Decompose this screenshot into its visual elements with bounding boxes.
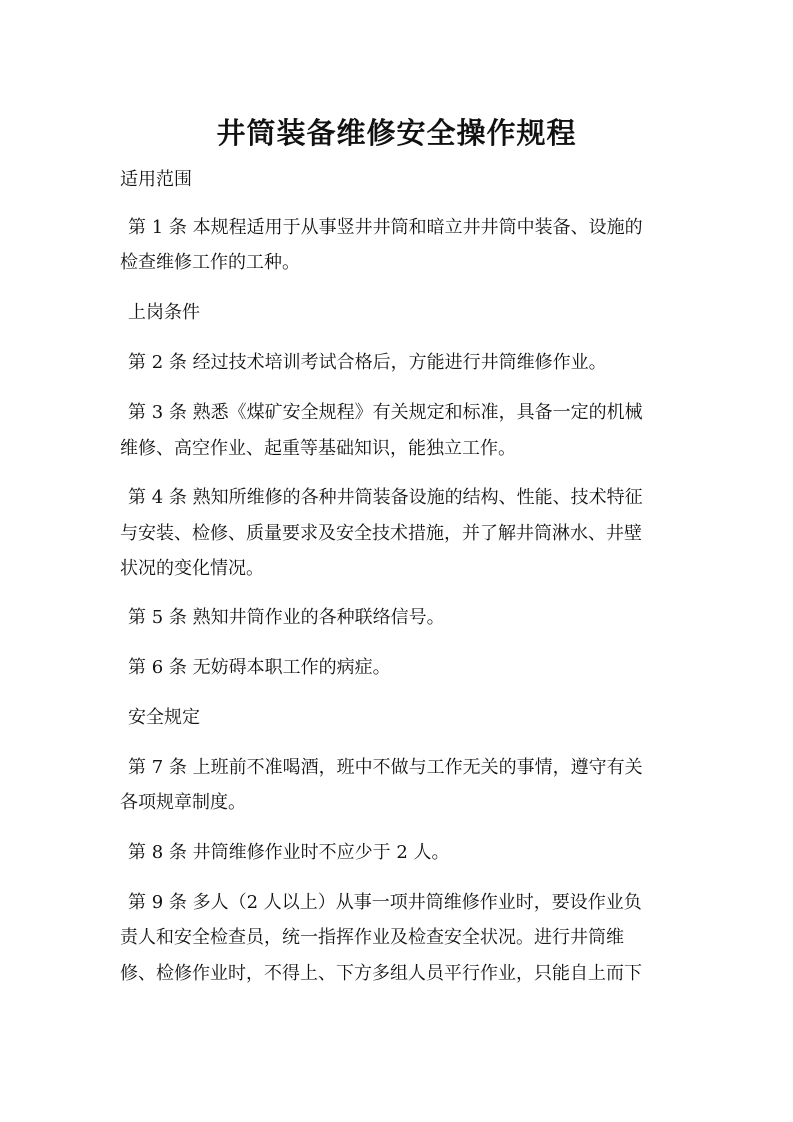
section-heading-scope: 适用范围 (120, 169, 192, 190)
article-6: 第 6 条 无妨碍本职工作的病症。 (128, 657, 391, 678)
article-8: 第 8 条 井筒维修作业时不应少于 2 人。 (128, 842, 450, 863)
article-1-line-1: 第 1 条 本规程适用于从事竖井井筒和暗立井井筒中装备、设施的 (128, 217, 643, 238)
article-4-line-3: 状况的变化情况。 (120, 558, 264, 579)
article-7-line-2: 各项规章制度。 (120, 792, 246, 813)
article-5: 第 5 条 熟知井筒作业的各种联络信号。 (128, 607, 445, 628)
article-9-line-3: 修、检修作业时，不得上、下方多组人员平行作业，只能自上而下 (120, 963, 642, 984)
article-1-line-2: 检查维修工作的工种。 (120, 252, 300, 273)
article-3-line-1: 第 3 条 熟悉《煤矿安全规程》有关规定和标准，具备一定的机械 (128, 402, 643, 423)
article-4-line-1: 第 4 条 熟知所维修的各种井筒装备设施的结构、性能、技术特征 (128, 487, 643, 508)
article-4-line-2: 与安装、检修、质量要求及安全技术措施，并了解井筒淋水、井壁 (120, 523, 642, 544)
article-9-line-1: 第 9 条 多人（2 人以上）从事一项井筒维修作业时，要设作业负 (128, 892, 642, 913)
section-heading-safety-rules: 安全规定 (128, 707, 200, 728)
section-heading-job-requirements: 上岗条件 (128, 302, 200, 323)
document-title: 井筒装备维修安全操作规程 (216, 116, 577, 151)
article-7-line-1: 第 7 条 上班前不准喝酒，班中不做与工作无关的事情，遵守有关 (128, 757, 643, 778)
article-9-line-2: 责人和安全检查员，统一指挥作业及检查安全状况。进行井筒维 (120, 927, 624, 948)
article-3-line-2: 维修、高空作业、起重等基础知识，能独立工作。 (120, 438, 516, 459)
article-2: 第 2 条 经过技术培训考试合格后，方能进行井筒维修作业。 (128, 352, 607, 373)
